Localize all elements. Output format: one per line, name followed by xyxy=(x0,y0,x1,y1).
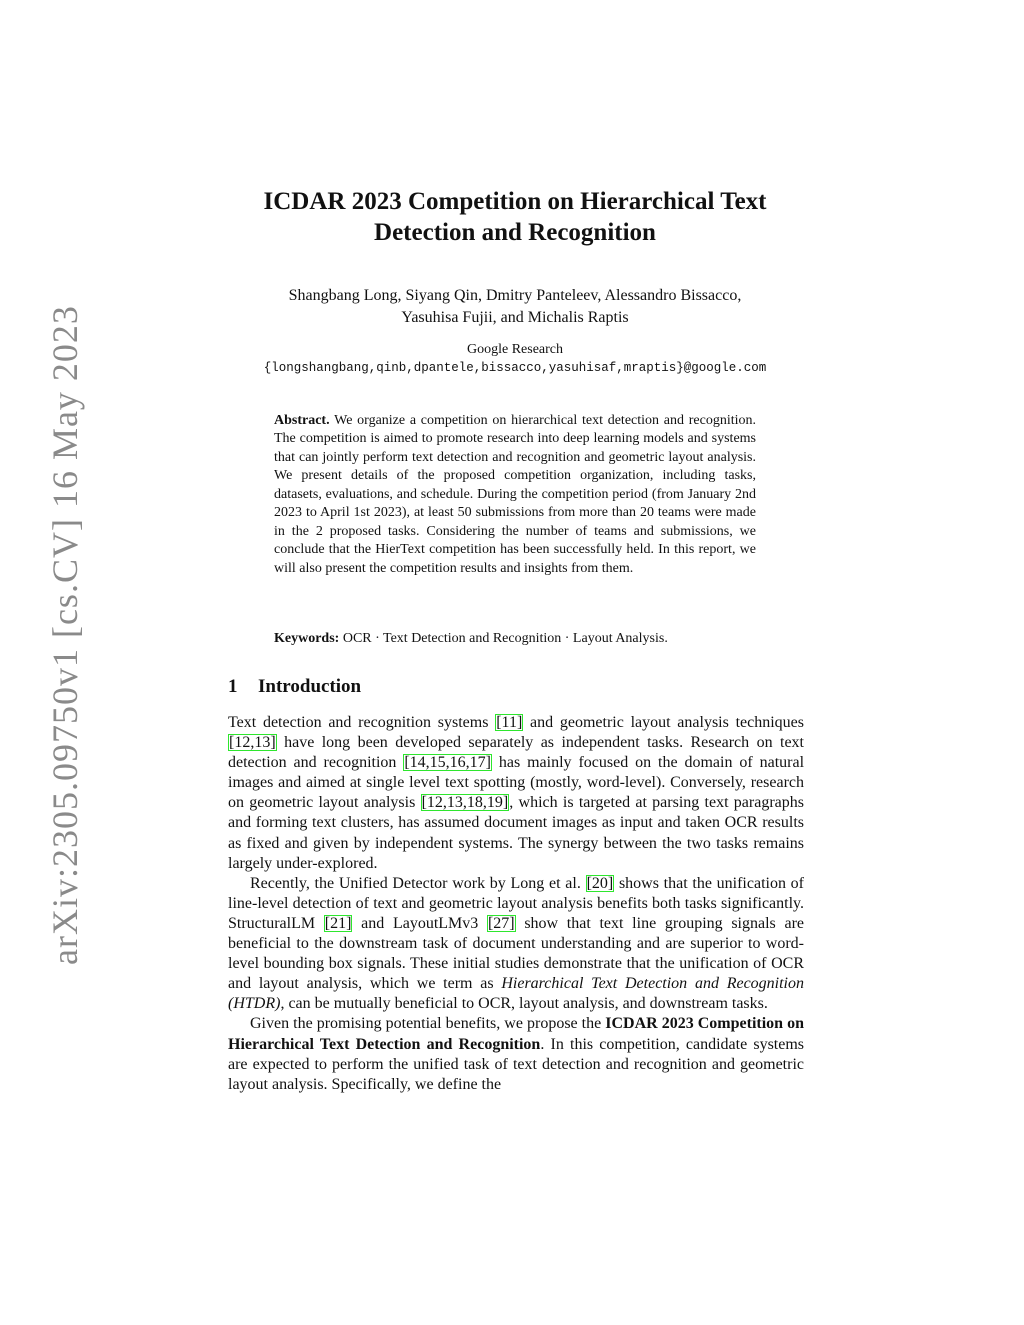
text-run: show that text line grouping signals are beneficial to the downstream task of document understanding and are superior to word-level bounding box signals. These initial studies demonstrate that the unification of OCR and layout analysis, which we term as xyxy=(228,914,805,993)
paragraph-2 xyxy=(228,874,804,1015)
arxiv-side-stamp: arXiv:2305.09750v1 [cs.CV] 16 May 2023 xyxy=(45,305,85,965)
title-line-2: Detection and Recognition xyxy=(374,219,656,246)
affiliation: Google Research xyxy=(466,342,564,357)
citation-link[interactable]: [21] xyxy=(324,914,352,932)
introduction-body xyxy=(228,713,804,1095)
text-run: have long been developed separately as independent tasks. Research on text detection and recognition xyxy=(228,734,804,772)
citation-link[interactable]: [20] xyxy=(586,874,614,892)
abstract-label: Abstract. xyxy=(274,413,330,428)
section-number: 1 xyxy=(228,676,238,697)
text-run: Text detection and recognition systems xyxy=(228,714,496,731)
keywords-label: Keywords: xyxy=(274,631,340,646)
text-run: , can be mutually beneficial to OCR, layout analysis, and downstream tasks. xyxy=(280,995,768,1013)
author-list xyxy=(160,285,870,329)
bold-competition-name: ICDAR 2023 Competition on Hierarchical Text Detection and Recognition xyxy=(228,1015,805,1053)
emphasized-term: Hierarchical Text Detection and Recognition (HTDR) xyxy=(228,975,805,1013)
citation-link[interactable]: [27] xyxy=(487,914,515,932)
text-run: Given the promising potential benefits, we propose the xyxy=(250,1015,606,1033)
paragraph-3 xyxy=(228,1014,804,1094)
text-run: shows that the unification of line-level detection of text and geometric layout analysis benefits both tasks significantly. StructuralLM xyxy=(228,874,805,932)
text-run: . In this competition, candidate systems are expected to perform the unified task of text detection and recognition and geometric layout analysis. Specifically, we define the xyxy=(228,1035,805,1093)
abstract xyxy=(274,412,756,578)
text-run: has mainly focused on the domain of natural images and aimed at single level text spotting (mostly, word-level). Conversely, research on geometric layout analysis xyxy=(228,754,805,812)
citation-link[interactable]: [11] xyxy=(496,714,523,731)
text-run: and geometric layout analysis techniques xyxy=(523,714,805,731)
authors-line-1: Shangbang Long, Siyang Qin, Dmitry Panteleev, Alessandro Bissacco, xyxy=(288,287,742,304)
citation-link[interactable]: [12,13,18,19] xyxy=(421,794,509,812)
paper-title xyxy=(160,186,870,248)
author-emails: {longshangbang,qinb,dpantele,bissacco,yasuhisaf,mraptis}@google.com xyxy=(263,361,767,375)
citation-link[interactable]: [14,15,16,17] xyxy=(404,754,491,772)
citation-link[interactable]: [12,13] xyxy=(229,734,276,752)
paragraph-1 xyxy=(228,713,804,874)
title-line-1: ICDAR 2023 Competition on Hierarchical Text xyxy=(263,188,767,215)
section-heading xyxy=(228,675,361,699)
authors-line-2: Yasuhisa Fujii, and Michalis Raptis xyxy=(401,309,629,326)
section-title: Introduction xyxy=(258,676,362,697)
abstract-text: We organize a competition on hierarchical text detection and recognition. The competition is aimed to promote research into deep learning models and systems that can jointly perform text detection and recognition and geometric layout analysis. We present details of the proposed competition organization, including tasks, datasets, evaluations, and schedule. During the competition period (from January 2nd 2023 to April 1st 2023), at least 50 submissions from more than 20 teams were made in the 2 proposed tasks. Considering the number of teams and submissions, we conclude that the HierText competition has been successfully held. In this report, we will also present the competition results and insights from them. xyxy=(274,413,756,576)
text-run: Recently, the Unified Detector work by Long et al. xyxy=(250,874,586,892)
text-run: , which is targeted at parsing text paragraphs and forming text clusters, has assumed document images as input and taken OCR results as fixed and given by independent systems. The synergy between the two tasks remains largely under-explored. xyxy=(228,794,804,872)
text-run: and LayoutLMv3 xyxy=(352,914,487,932)
keywords xyxy=(274,630,756,648)
keywords-text: OCR · Text Detection and Recognition · Layout Analysis. xyxy=(342,631,668,646)
